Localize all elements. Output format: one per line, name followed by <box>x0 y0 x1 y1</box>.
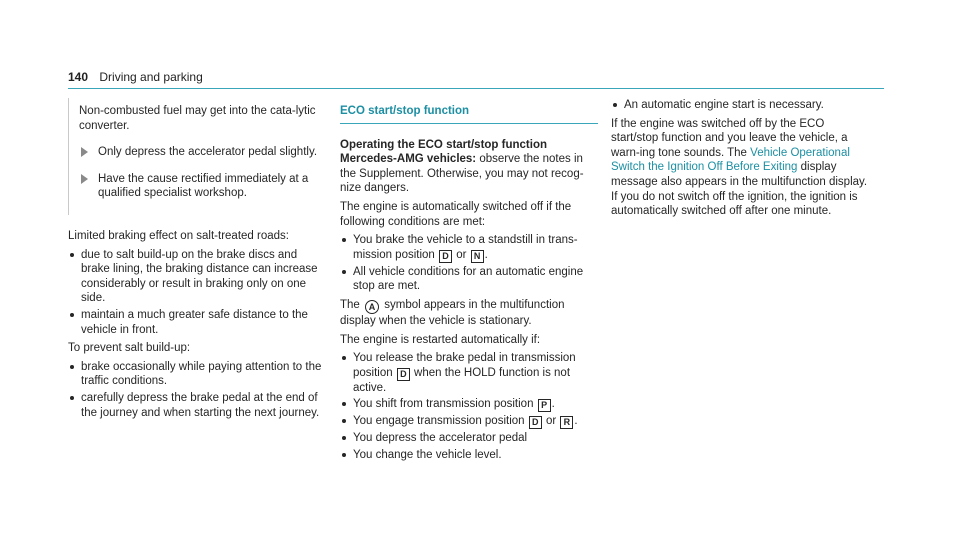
list-item-text: brake occasionally while paying attention to the traffic conditions. <box>81 360 322 388</box>
list-item <box>68 360 323 389</box>
list-item-text: . <box>551 398 555 411</box>
bullet-icon <box>342 419 346 423</box>
braking-intro: Limited braking effect on salt-treated roads: <box>68 229 289 242</box>
braking-list <box>68 248 323 338</box>
bullet-icon <box>342 436 346 440</box>
list-item-text: You shift from transmission position <box>353 398 534 411</box>
auto-off-intro: The engine is automatically switched off if the following conditions are met: <box>340 200 572 228</box>
step-arrow-icon <box>81 147 88 157</box>
list-item-text: maintain a much greater safe distance to the vehicle in front. <box>81 308 308 336</box>
auto-off-list <box>340 233 598 294</box>
gear-r-icon: R <box>560 416 573 429</box>
bullet-icon <box>342 238 346 242</box>
symbol-note-text: symbol appears in the multifunction display when the vehicle is stationary. <box>340 298 565 327</box>
ignition-note-text: If the engine was switched off by the ECO start/stop function and you leave the vehicle, a warn-ing tone sounds. The <box>611 117 848 159</box>
ignition-note <box>611 117 873 219</box>
list-item <box>340 397 598 412</box>
list-item <box>340 351 598 395</box>
list-item-text: . <box>574 415 578 428</box>
list-item <box>340 233 598 263</box>
step-arrow-icon <box>81 174 88 184</box>
list-item <box>340 448 598 463</box>
display-message-label: Vehicle Operational Switch the Ignition Off Before Exiting <box>611 146 850 174</box>
prevent-intro: To prevent salt build-up: <box>68 342 191 355</box>
amg-label: Mercedes-AMG vehicles: <box>340 153 477 166</box>
gear-n-icon: N <box>471 250 484 263</box>
bullet-icon <box>613 103 617 107</box>
list-item <box>611 98 873 113</box>
subheading: Operating the ECO start/stop function <box>340 138 548 151</box>
gear-d-icon: D <box>529 416 542 429</box>
page-header <box>68 70 203 84</box>
list-item-text: or <box>456 248 467 261</box>
bullet-icon <box>342 270 346 274</box>
list-item <box>340 431 598 446</box>
column-right <box>611 98 873 219</box>
list-item <box>68 391 323 420</box>
bullet-icon <box>70 253 74 257</box>
step-text: Have the cause rectified immediately at a qualified specialist workshop. <box>98 172 309 200</box>
gear-d-icon: D <box>439 250 452 263</box>
list-item-text: You brake the vehicle to a standstill in trans-mission position <box>353 234 578 261</box>
chapter-title: Driving and parking <box>99 70 203 84</box>
list-item <box>340 414 598 429</box>
bullet-icon <box>342 356 346 360</box>
list-item-text: You change the vehicle level. <box>353 448 502 461</box>
list-item-text: carefully depress the brake pedal at the end of the journey and when starting the next journey. <box>81 391 320 419</box>
list-item-text: due to salt build-up on the brake discs and brake lining, the braking distance can increase considerably or result in braking only on one side. <box>81 248 318 305</box>
list-item-text: when the HOLD function is not active. <box>353 366 571 394</box>
step-text: Only depress the accelerator pedal slightly. <box>98 146 318 159</box>
step-item <box>79 145 323 160</box>
list-item-text: All vehicle conditions for an automatic engine stop are met. <box>353 265 584 293</box>
warning-text: Non-combusted fuel may get into the cata-lytic converter. <box>79 105 316 132</box>
bullet-icon <box>342 453 346 457</box>
prevent-list <box>68 360 323 420</box>
gear-p-icon: P <box>538 399 551 412</box>
list-item-text: . <box>484 248 488 261</box>
list-item-text: You depress the accelerator pedal <box>353 432 528 445</box>
auto-start-list <box>611 98 873 113</box>
step-item <box>79 172 323 201</box>
amg-note <box>340 152 598 196</box>
ignition-note-text: display message also appears in the multifunction display. If you do not switch off the ignition, the ignition is automatically switched off after one minute. <box>611 161 868 218</box>
symbol-note <box>340 298 598 329</box>
column-middle <box>340 98 598 467</box>
list-item <box>340 265 598 294</box>
list-item-text: An automatic engine start is necessary. <box>624 99 824 111</box>
symbol-note-text: The <box>340 298 360 311</box>
list-item-text: or <box>545 415 557 428</box>
bullet-icon <box>70 396 74 400</box>
bullet-icon <box>70 365 74 369</box>
section-title: ECO start/stop function <box>340 104 598 124</box>
gear-d-icon: D <box>397 368 410 381</box>
list-item <box>68 248 323 306</box>
header-rule <box>68 88 884 89</box>
list-item-text: You release the brake pedal in transmission position <box>353 352 576 379</box>
column-left <box>68 98 323 424</box>
eco-start-stop-icon: A <box>365 300 379 314</box>
amg-text: observe the notes in the Supplement. Otherwise, you may not recog-nize dangers. <box>340 153 584 195</box>
bullet-icon <box>342 402 346 406</box>
list-item-text: You engage transmission position <box>353 415 525 428</box>
list-item <box>68 308 323 337</box>
warning-box <box>68 98 323 215</box>
page-number: 140 <box>68 70 89 84</box>
bullet-icon <box>70 313 74 317</box>
restart-intro: The engine is restarted automatically if: <box>340 333 541 346</box>
restart-list <box>340 351 598 462</box>
